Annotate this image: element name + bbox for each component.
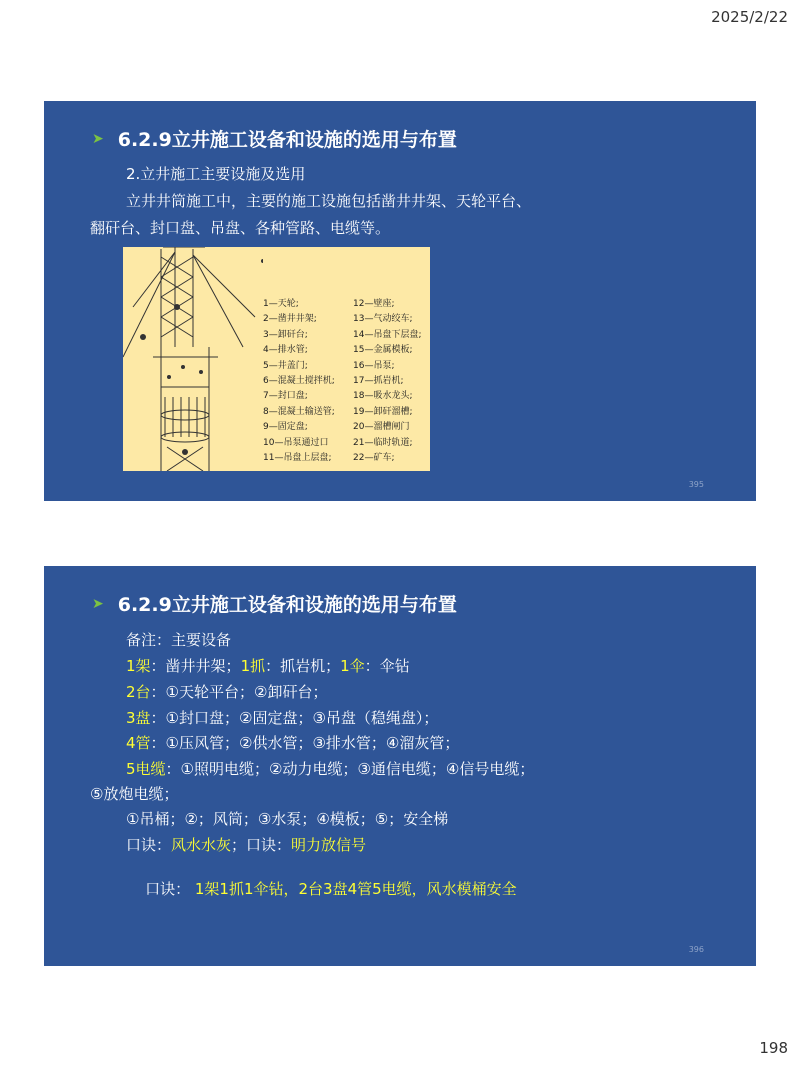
slide-header (92, 125, 457, 152)
slide-header (92, 590, 457, 617)
slide-number: 395 (688, 480, 704, 489)
mnemonic-line-1: 口诀：风水水灰；口诀：明力放信号 (126, 836, 367, 854)
legend-item: 17—抓岩机; (353, 375, 404, 386)
mnemonic-line-2: 口诀： 1架1抓1伞钻，2台3盘4管5电缆，风水模桶安全 (145, 880, 517, 898)
note-line: 备注：主要设备 (126, 631, 232, 649)
shaft-construction-figure (123, 247, 430, 471)
paragraph-line-1: 立井井筒施工中，主要的施工设施包括凿井井架、天轮平台、 (126, 192, 532, 210)
legend-item: 4—排水管; (263, 345, 308, 356)
slide-title: 6.2.9立井施工设备和设施的选用与布置 (117, 129, 457, 151)
headframe-drawing (123, 247, 263, 471)
page-number: 198 (759, 1039, 788, 1057)
slide-number: 396 (688, 945, 704, 954)
slide-395 (44, 101, 756, 501)
legend-item: 16—吊泵; (353, 360, 395, 371)
legend-item: 5—井盖门; (263, 360, 308, 371)
equipment-line-3: 3盘：①封口盘；②固定盘；③吊盘（稳绳盘）； (126, 709, 439, 727)
legend-item: 15—金属模板; (353, 345, 413, 356)
equipment-line-5: 5电缆：①照明电缆；②动力电缆；③通信电缆；④信号电缆； (126, 760, 535, 778)
equipment-line-7: ①吊桶；②；风筒；③水泵；④模板；⑤；安全梯 (126, 810, 449, 828)
legend-left-column (263, 297, 335, 466)
legend-item: 2—凿井井架; (263, 314, 317, 325)
legend-item: 10—吊泵通过口 (263, 437, 329, 448)
legend-item: 7—封口盘; (263, 391, 308, 402)
legend-item: 6—混凝土搅拌机; (263, 375, 335, 386)
bullet-arrow-icon: ➤ (92, 130, 104, 147)
section-subtitle: 2.立井施工主要设施及选用 (126, 165, 306, 183)
equipment-line-4: 4管：①压风管；②供水管；③排水管；④溜灰管； (126, 734, 460, 752)
legend-item: 1—天轮; (263, 299, 299, 309)
legend-item: 11—吊盘上层盘; (263, 452, 332, 463)
legend-item: 8—混凝土输送管; (263, 406, 335, 417)
legend-item: 9—固定盘; (263, 422, 308, 433)
legend-item: 22—矿车; (353, 452, 395, 463)
legend-item: 3—卸矸台; (263, 329, 308, 340)
legend-item: 13—气动绞车; (353, 314, 413, 325)
slide-title: 6.2.9立井施工设备和设施的选用与布置 (117, 594, 457, 616)
equipment-line-6: ⑤放炮电缆； (90, 785, 179, 803)
bullet-arrow-icon: ➤ (92, 595, 104, 612)
print-date: 2025/2/22 (711, 8, 788, 26)
paragraph-line-2: 翻矸台、封口盘、吊盘、各种管路、电缆等。 (90, 219, 391, 237)
legend-item: 12—壁座; (353, 299, 395, 309)
legend-item: 21—临时轨道; (353, 437, 413, 448)
legend-item: 14—吊盘下层盘; (353, 329, 422, 340)
legend-item: 18—吸水龙头; (353, 391, 413, 402)
legend-right-column (353, 297, 422, 466)
equipment-line-2: 2台：①天轮平台；②卸矸台； (126, 683, 328, 701)
equipment-line-1: 1架：凿井井架；1抓：抓岩机；1伞：伞钻 (126, 657, 410, 675)
slide-396 (44, 566, 756, 966)
legend-item: 20—溜槽闸门 (353, 422, 410, 433)
legend-item: 19—卸矸溜槽; (353, 406, 413, 417)
